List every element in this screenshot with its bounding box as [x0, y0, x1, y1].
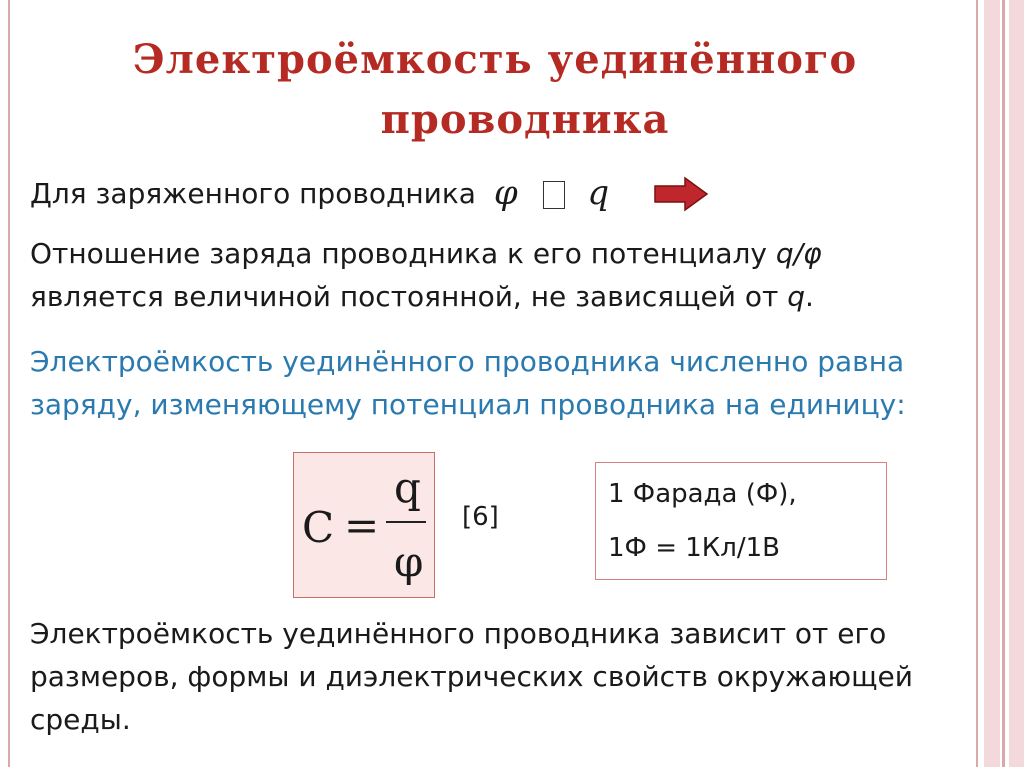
ratio-symbol: q/φ [775, 237, 822, 270]
phi-symbol: φ [493, 173, 520, 213]
capacitance-definition: Электроёмкость уединённого проводника численно равна заряду, изменяющему потенциал проводника на единицу: [30, 345, 906, 421]
ratio-text-part2: является величиной постоянной, не зависящей от [30, 280, 788, 313]
q-symbol: q [587, 173, 612, 213]
ratio-text-part1: Отношение заряда проводника к его потенциалу [30, 237, 776, 270]
title-line-1: Электроёмкость уединённого [132, 36, 858, 83]
left-border-line [8, 0, 10, 767]
charged-conductor-line [30, 172, 709, 215]
capacitance-formula-box [293, 452, 435, 598]
formula-numerator: q [394, 463, 421, 512]
slide-title [40, 30, 950, 150]
ratio-paragraph [30, 232, 822, 318]
q-variable: q [787, 280, 805, 313]
proportional-formula [494, 172, 611, 215]
right-border-decoration [976, 0, 1024, 767]
fraction-bar [386, 521, 426, 523]
missing-glyph-box [543, 181, 565, 209]
period: . [804, 280, 814, 313]
formula-equals: = [344, 501, 380, 550]
title-line-2: проводника [380, 96, 670, 143]
formula-c: C [302, 503, 335, 552]
conclusion-paragraph: Электроёмкость уединённого проводника зависит от его размеров, формы и диэлектрических свойств окружающей среды. [30, 617, 913, 736]
units-line-1: 1 Фарада (Ф), [608, 479, 797, 509]
units-box [595, 462, 887, 580]
units-line-2: 1Ф = 1Кл/1В [608, 533, 780, 563]
formula-reference: [6] [462, 502, 499, 532]
formula-denominator: φ [394, 537, 424, 586]
charged-conductor-text: Для заряженного проводника [30, 177, 476, 210]
right-arrow-icon [653, 176, 709, 212]
